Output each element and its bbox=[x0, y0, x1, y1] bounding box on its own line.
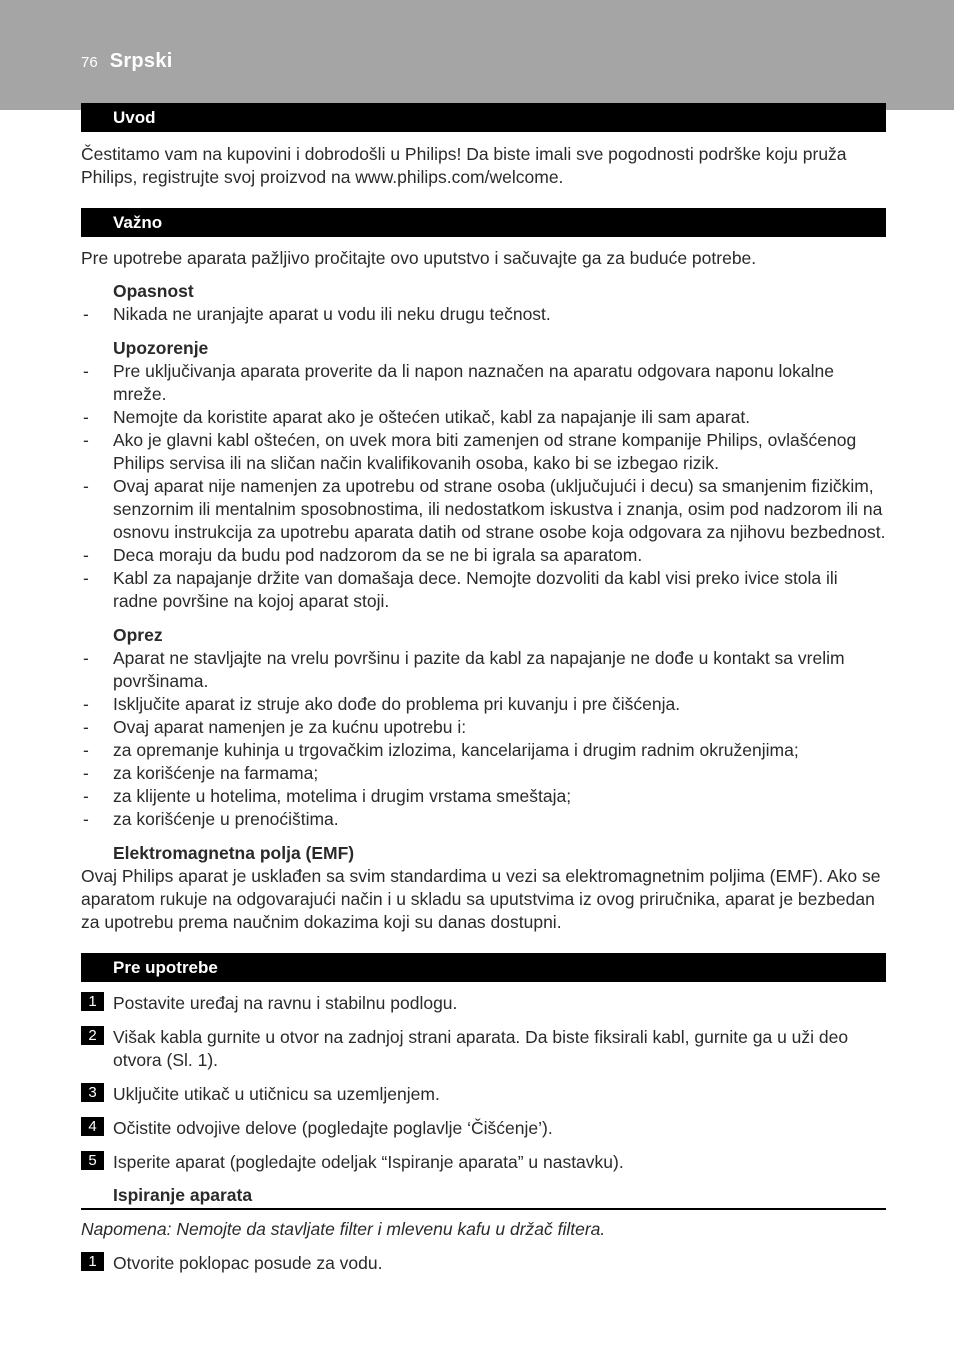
document-body bbox=[81, 103, 886, 1275]
step-text: Uključite utikač u utičnicu sa uzemljenjem. bbox=[113, 1084, 440, 1104]
section-heading-pre-upotrebe: Pre upotrebe bbox=[81, 953, 886, 982]
step-item bbox=[81, 992, 886, 1015]
section-heading-uvod: Uvod bbox=[81, 103, 886, 132]
step-text: Isperite aparat (pogledajte odeljak “Ispiranje aparata” u nastavku). bbox=[113, 1152, 624, 1172]
list-item: - Nemojte da koristite aparat ako je oštećen utikač, kabl za napajanje ili sam aparat. bbox=[81, 406, 886, 429]
step-text: Postavite uređaj na ravnu i stabilnu podlogu. bbox=[113, 993, 458, 1013]
step-number-badge: 1 bbox=[81, 1252, 104, 1271]
step-number-badge: 3 bbox=[81, 1083, 104, 1102]
list-item: - Deca moraju da budu pod nadzorom da se ne bi igrala sa aparatom. bbox=[81, 544, 886, 567]
step-item bbox=[81, 1252, 886, 1275]
subheading-ispiranje: Ispiranje aparata bbox=[81, 1184, 886, 1210]
section-heading-vazno: Važno bbox=[81, 208, 886, 237]
warning-list bbox=[81, 360, 886, 613]
list-item: - Aparat ne stavljajte na vrelu površinu i pazite da kabl za napajanje ne dođe u kontakt sa vrelim površinama. bbox=[81, 647, 886, 693]
step-item bbox=[81, 1083, 886, 1106]
list-item: - Kabl za napajanje držite van domašaja dece. Nemojte dozvoliti da kabl visi preko ivice stola ili radne površine na kojoj aparat stoji. bbox=[81, 567, 886, 613]
subheading-opasnost: Opasnost bbox=[113, 281, 194, 301]
list-item: - Isključite aparat iz struje ako dođe do problema pri kuvanju i pre čišćenja. bbox=[81, 693, 886, 716]
subheading-oprez: Oprez bbox=[113, 625, 163, 645]
step-text: Očistite odvojive delove (pogledajte poglavlje ‘Čišćenje’). bbox=[113, 1118, 553, 1138]
subheading-emf: Elektromagnetna polja (EMF) bbox=[113, 843, 355, 863]
step-text: Otvorite poklopac posude za vodu. bbox=[113, 1253, 383, 1273]
note-text: Napomena: Nemojte da stavljate filter i mlevenu kafu u držač filtera. bbox=[81, 1219, 606, 1239]
list-item: - Ovaj aparat namenjen je za kućnu upotrebu i: bbox=[81, 716, 886, 739]
step-text: Višak kabla gurnite u otvor na zadnjoj strani aparata. Da biste fiksirali kabl, gurnite ga u uži deo otvora (Sl. 1). bbox=[113, 1027, 849, 1070]
caution-list bbox=[81, 647, 886, 831]
step-item bbox=[81, 1117, 886, 1140]
list-item: - Pre uključivanja aparata proverite da li napon naznačen na aparatu odgovara naponu lokalne mreže. bbox=[81, 360, 886, 406]
page-header bbox=[81, 50, 173, 73]
danger-list bbox=[81, 303, 886, 326]
subheading-upozorenje: Upozorenje bbox=[113, 338, 209, 358]
list-item: - Nikada ne uranjajte aparat u vodu ili neku drugu tečnost. bbox=[81, 303, 886, 326]
list-item: - za korišćenje na farmama; bbox=[81, 762, 886, 785]
step-number-badge: 2 bbox=[81, 1026, 104, 1045]
list-item: - za opremanje kuhinja u trgovačkim izlozima, kancelarijama i drugim radnim okruženjima; bbox=[81, 739, 886, 762]
intro-paragraph: Čestitamo vam na kupovini i dobrodošli u Philips! Da biste imali sve pogodnosti podrške koju pruža Philips, registrujte svoj proizvod na www.philips.com/welcome. bbox=[81, 144, 847, 187]
step-number-badge: 5 bbox=[81, 1151, 104, 1170]
list-item: - Ako je glavni kabl oštećen, on uvek mora biti zamenjen od strane kompanije Philips, ovlašćenog Philips servisa ili na sličan način kvalifikovanih osoba, kako bi se izbegao rizik. bbox=[81, 429, 886, 475]
step-number-badge: 1 bbox=[81, 992, 104, 1011]
emf-paragraph: Ovaj Philips aparat je usklađen sa svim standardima u vezi sa elektromagnetnim poljima (EMF). Ako se aparatom rukuje na odgovarajući način i u skladu sa uputstvima iz ovog priručnika, aparat je bezbedan za upotrebu prema naučnim dokazima koji su danas dostupni. bbox=[81, 866, 881, 932]
list-item: - za klijente u hotelima, motelima i drugim vrstama smeštaja; bbox=[81, 785, 886, 808]
step-number-badge: 4 bbox=[81, 1117, 104, 1136]
page-number: 76 bbox=[81, 54, 98, 71]
list-item: - za korišćenje u prenoćištima. bbox=[81, 808, 886, 831]
step-item bbox=[81, 1026, 886, 1072]
list-item: - Ovaj aparat nije namenjen za upotrebu od strane osoba (uključujući i decu) sa smanjenim fizičkim, senzornim ili mentalnim sposobnostima, ili nedostatkom iskustva i znanja, osim pod nadzorom ili na osnovu instrukcija za upotrebu aparata datih od strane osobe koja odgovara za njihovu bezbednost. bbox=[81, 475, 886, 544]
language-title: Srpski bbox=[109, 50, 173, 72]
step-item bbox=[81, 1151, 886, 1174]
important-intro: Pre upotrebe aparata pažljivo pročitajte ovo uputstvo i sačuvajte ga za buduće potrebe. bbox=[81, 248, 757, 268]
